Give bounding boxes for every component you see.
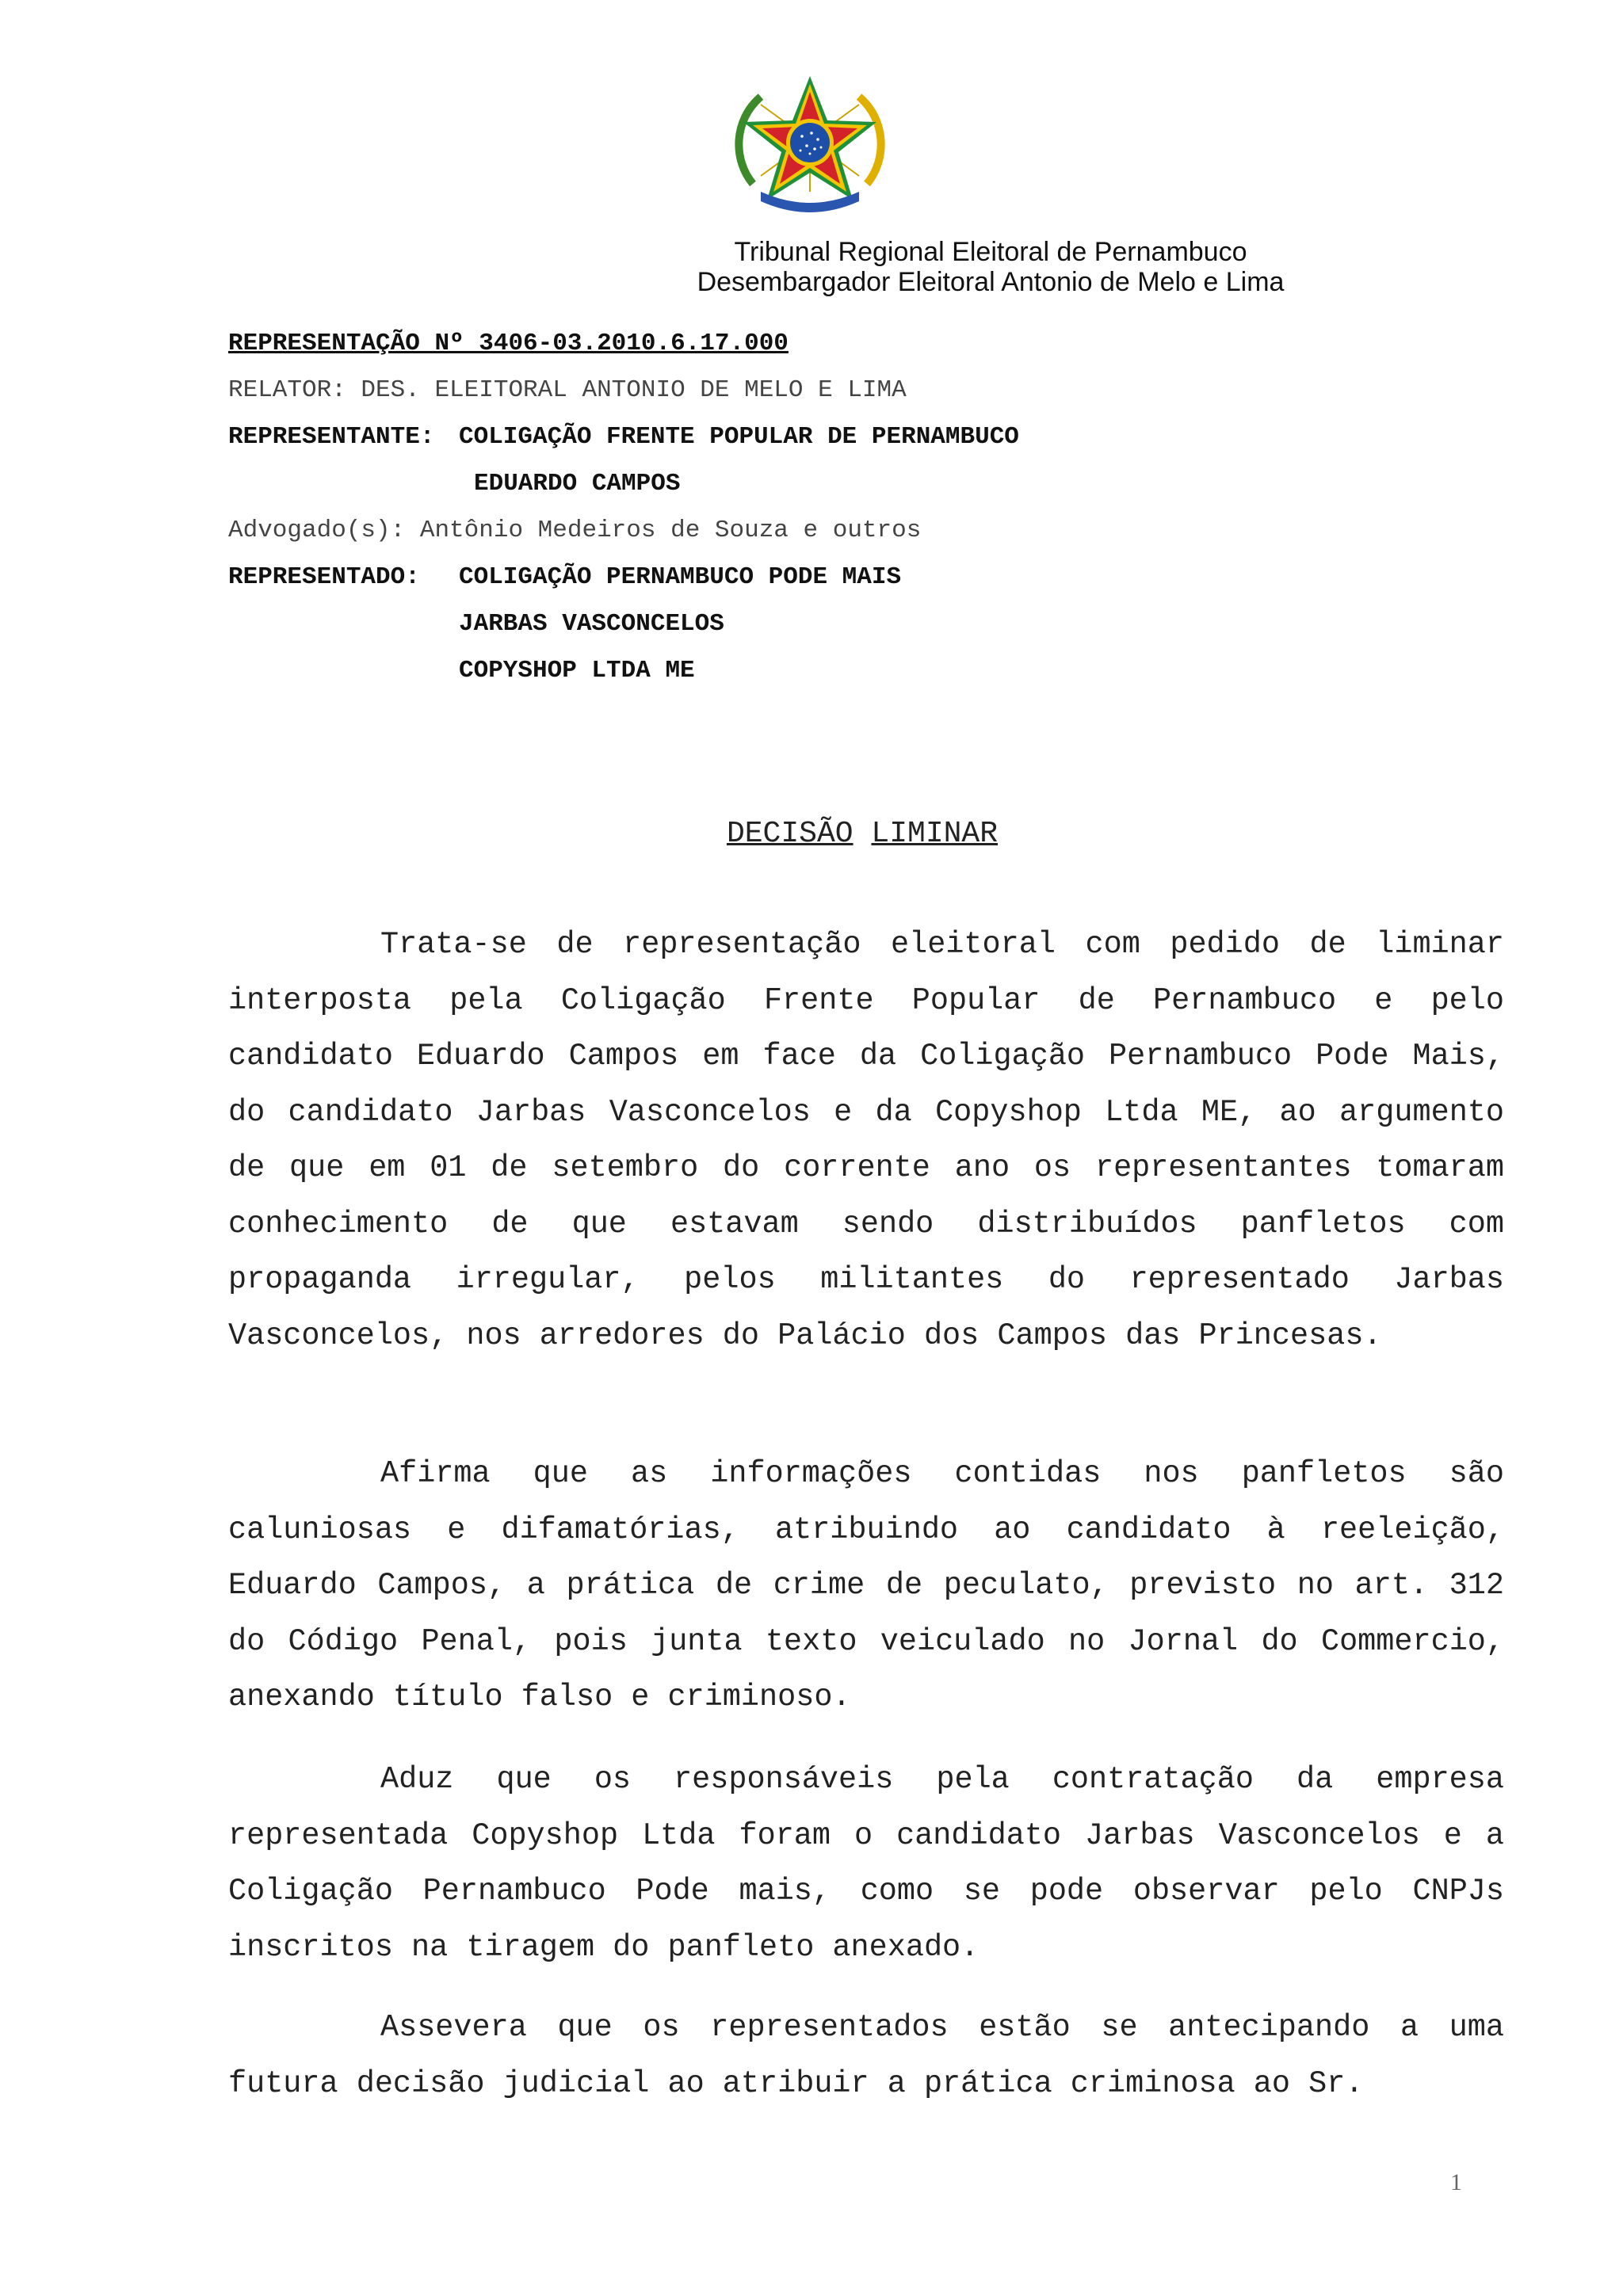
representado-2: JARBAS VASCONCELOS <box>459 610 724 638</box>
paragraph: Afirma que as informações contidas nos panfletos são caluniosas e difamatórias, atribuindo ao candidato à reeleição, Eduardo Campos, a prática de crime de peculato, previsto no art. 312 do Código Penal, pois junta texto veiculado no Jornal do Commercio, anexando título falso e criminoso. <box>228 1456 1504 1714</box>
representado-label: REPRESENTADO: <box>228 563 420 591</box>
paragraph: Assevera que os representados estão se antecipando a uma futura decisão judicial ao atribuir a prática criminosa ao Sr. <box>228 2010 1504 2101</box>
representante-1: COLIGAÇÃO FRENTE POPULAR DE PERNAMBUCO <box>459 423 1019 451</box>
decision-title <box>228 816 1496 852</box>
title-word-2: LIMINAR <box>871 817 999 851</box>
title-word-1: DECISÃO <box>726 817 854 851</box>
paragraph: Trata-se de representação eleitoral com pedido de liminar interposta pela Coligação Frente Popular de Pernambuco e pelo candidato Eduardo Campos em face da Coligação Pernambuco Pode Mais, do candidato Jarbas Vasconcelos e da Copyshop Ltda ME, ao argumento de que em 01 de setembro do corrente ano os representantes tomaram conhecimento de que estavam sendo distribuídos panfletos com propaganda irregular, pelos militantes do representado Jarbas Vasconcelos, nos arredores do Palácio dos Campos das Princesas. <box>228 927 1504 1353</box>
representante-label: REPRESENTANTE: <box>228 423 435 451</box>
representante-2: EDUARDO CAMPOS <box>474 470 681 498</box>
court-name: Tribunal Regional Eleitoral de Pernambuco <box>734 237 1247 267</box>
representado-1: COLIGAÇÃO PERNAMBUCO PODE MAIS <box>459 563 902 591</box>
paragraph: Aduz que os responsáveis pela contratação da empresa representada Copyshop Ltda foram o candidato Jarbas Vasconcelos e a Coligação Pernambuco Pode mais, como se pode observar pelo CNPJs inscritos na tiragem do panfleto anexado. <box>228 1762 1504 1965</box>
case-number: REPRESENTAÇÃO Nº 3406-03.2010.6.17.000 <box>228 330 789 357</box>
advogados: Advogado(s): Antônio Medeiros de Souza e outros <box>228 517 922 544</box>
relator: RELATOR: DES. ELEITORAL ANTONIO DE MELO E LIMA <box>228 376 907 404</box>
judge-name: Desembargador Eleitoral Antonio de Melo e Lima <box>697 267 1285 297</box>
page-number: 1 <box>1450 2169 1462 2195</box>
representado-3: COPYSHOP LTDA ME <box>459 657 695 685</box>
brazil-coat-of-arms-icon <box>729 73 891 214</box>
